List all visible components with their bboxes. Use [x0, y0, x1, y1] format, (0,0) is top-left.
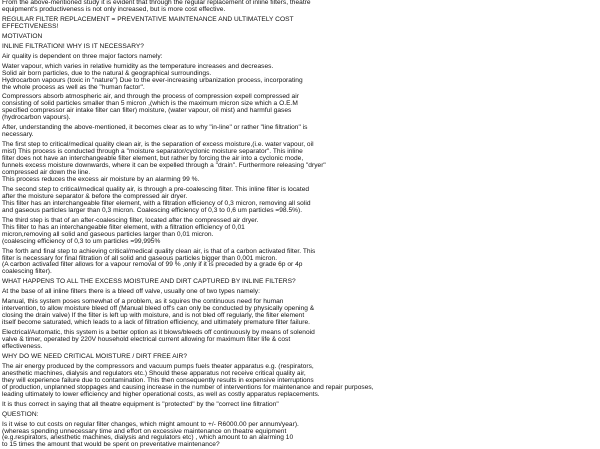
section-heading — [2, 17, 598, 31]
text-line: Water vapour, which varies in relative humidity as the temperature increases and decreases. — [2, 62, 274, 70]
text-line: and gaseous particles larger than 0,3 micron. Coalescing efficiency of 0,3 to 0,6 um particles =98.5%). — [2, 206, 303, 214]
paragraph — [2, 187, 598, 215]
text-line: of production, unplanned stoppages and causing increase in the number of interventions for maintenance and repair purposes, — [2, 383, 374, 391]
paragraph — [2, 330, 598, 351]
text-line: anesthetic machines, dialysis and regulators etc.) Should these apparatus not receive critical quality air, — [2, 369, 306, 377]
paragraph — [2, 422, 598, 449]
text-line: coalescing filter). — [2, 268, 52, 276]
text-line: (A carbon activated filter allows for a vapour removal of 99 % ,only if it is preceded by a grade 6p or 4p — [2, 261, 303, 269]
text-line: (hydrocarbon vapours). — [2, 114, 71, 122]
text-line: intervention, to allow moisture bleed off (Manual bleed off's can only be conducted by physically opening & — [2, 305, 315, 313]
section-heading — [2, 44, 598, 51]
paragraph — [2, 218, 598, 246]
text-line: closing the drain valve) If the filter is left up with moisture, and is not bled off regularly, the filter element — [2, 312, 305, 320]
text-line: equipment's productiveness is not only increased, but is more cost effective. — [2, 5, 226, 13]
text-line: after the moisture separator & before the compressed air dryer. — [2, 192, 188, 200]
text-line: Compressors absorb atmospheric air, and through the process of compression expell compressed air — [2, 93, 299, 101]
text-line: filter is necessary for final filtration of all solid and gaseous particles bigger than 0,001 micron. — [2, 254, 278, 262]
text-line: funnels excess moisture downwards, where it can be expelled through a "drain". Furthermore releasing "dryer" — [2, 162, 326, 170]
text-line: Hydrocarbon vapours (toxic in "nature") Due to the ever-increasing urbanization process, incorporating — [2, 76, 303, 84]
section-heading — [2, 354, 598, 361]
text-line: leading ultimately to lower efficiency and higher operational costs, as well as costly apparatus replacements. — [2, 390, 320, 398]
text-line: QUESTION: — [2, 410, 39, 418]
text-line: Manual, this system poses somewhat of a problem, as it squires the continuous need for human — [2, 298, 284, 306]
paragraph — [2, 402, 598, 409]
section-heading — [2, 279, 598, 286]
text-line: Air quality is dependent on three major factors namely: — [2, 52, 163, 60]
text-line: to 15 times the amount that would be spent on preventative maintenance? — [2, 441, 220, 449]
text-line: Electrical/Automatic, this system is a better option as it blows/bleeds off continuously by means of solenoid — [2, 329, 315, 337]
paragraph — [2, 54, 598, 61]
text-line: they will experience failure due to contamination. This then consequently results in expensive interruptions — [2, 376, 314, 384]
text-line: filter does not have an interchangeable filter element, but rather by forcing the air into a cyclonic mode, — [2, 155, 304, 163]
text-line: The third step is that of an after-coalescing filter, located after the compressed air dryer. — [2, 216, 259, 224]
paragraph — [2, 289, 598, 296]
text-line: INLINE FILTRATION! WHY IS IT NECESSARY? — [2, 42, 144, 50]
text-line: micron,removing all solid and gaseous particles larger than 0,01 micron. — [2, 230, 214, 238]
text-line: the whole process as well as the "human factor". — [2, 83, 145, 91]
text-line: This filter to has an interchangeable filter element, with a filtration efficiency of 0,01 — [2, 223, 245, 231]
text-line: Solid air born particles, due to the natural & geographical surroundings. — [2, 69, 212, 77]
text-line: The air energy produced by the compressors and vacuum pumps fuels theater apparatus e.g. (respirators, — [2, 362, 314, 370]
paragraph — [2, 249, 598, 277]
text-line: REGULAR FILTER REPLACEMENT = PREVENTATIVE MAINTENANCE AND ULTIMATELY COST — [2, 15, 294, 23]
paragraph — [2, 125, 598, 139]
text-line: This process reduces the excess air moisture by an alarming 99 %. — [2, 175, 200, 183]
paragraph — [2, 64, 598, 92]
text-line: The first step to critical/medical quality clean air, is the separation of excess moisture,(i.e. water vapour, oil — [2, 141, 314, 149]
section-heading — [2, 34, 598, 41]
text-line: The forth and final step to achieving critical/medical quality clean air, is that of a carbon activated filter. This — [2, 247, 316, 255]
text-line: It is thus correct in saying that all theatre equipment is "protected" by the "correct line filtration" — [2, 400, 279, 408]
text-line: specified compressor air intake filter can filter) moisture, (water vapour, oil mist) and harmful gases — [2, 107, 292, 115]
paragraph — [2, 0, 598, 14]
text-line: mist) This process is conducted through a "moisture separator/cyclonic moisture separator". This inline — [2, 148, 303, 156]
text-line: effectiveness. — [2, 342, 43, 350]
text-line: WHAT HAPPENS TO ALL THE EXCESS MOISTURE AND DIRT CAPTURED BY INLINE FILTERS? — [2, 278, 296, 286]
paragraph — [2, 299, 598, 327]
text-line: (e.g.respirators, anesthetic machines, dialysis and regulators etc) , which amount to an alarming 10 — [2, 434, 294, 442]
paragraph — [2, 94, 598, 122]
text-line: (coalescing efficiency of 0,3 to um particles =99,995% — [2, 237, 161, 245]
text-line: At the base of all inline filters there is a bleed off valve, usually one of two types namely: — [2, 288, 260, 296]
text-line: MOTIVATION — [2, 32, 43, 40]
text-line: From the above-mentioned study it is evident that through the regular replacement of inline filters, theatre — [2, 0, 311, 6]
text-line: After, understanding the above-mentioned, it becomes clear as to why "in-line" or rather "line filtration" is — [2, 124, 308, 132]
text-line: WHY DO WE NEED CRITICAL MOISTURE / DIRT FREE AIR? — [2, 352, 188, 360]
text-line: necessary. — [2, 131, 34, 139]
text-line: Is it wise to cut costs on regular filter changes, which might amount to +/- R6000.00 per annum/year). — [2, 420, 299, 428]
text-line: EFFECTIVENESS! — [2, 22, 59, 30]
text-line: consisting of solid particles smaller than 5 micron ,(which is the maximum micron size which a O.E.M — [2, 100, 298, 108]
text-line: (whereas spending unnecessary time and effort on excessive maintenance on theatre equipment — [2, 427, 287, 435]
paragraph — [2, 142, 598, 184]
text-line: This filter has an interchangeable filter element, with a filtration efficiency of 0,3 micron, removing all solid — [2, 199, 311, 207]
paragraph — [2, 364, 598, 399]
text-line: valve & timer, operated by 220V household electrical current allowing for maximum filter life & cost — [2, 336, 291, 344]
text-line: itself become saturated, which leads to a lack of filtration efficiency, and ultimately premature filter failure. — [2, 319, 311, 327]
section-heading — [2, 412, 598, 419]
text-line: The second step to critical/medical quality air, is through a pre-coalescing filter. This inline filter is located — [2, 185, 310, 193]
text-line: compressed air down the line. — [2, 169, 91, 177]
